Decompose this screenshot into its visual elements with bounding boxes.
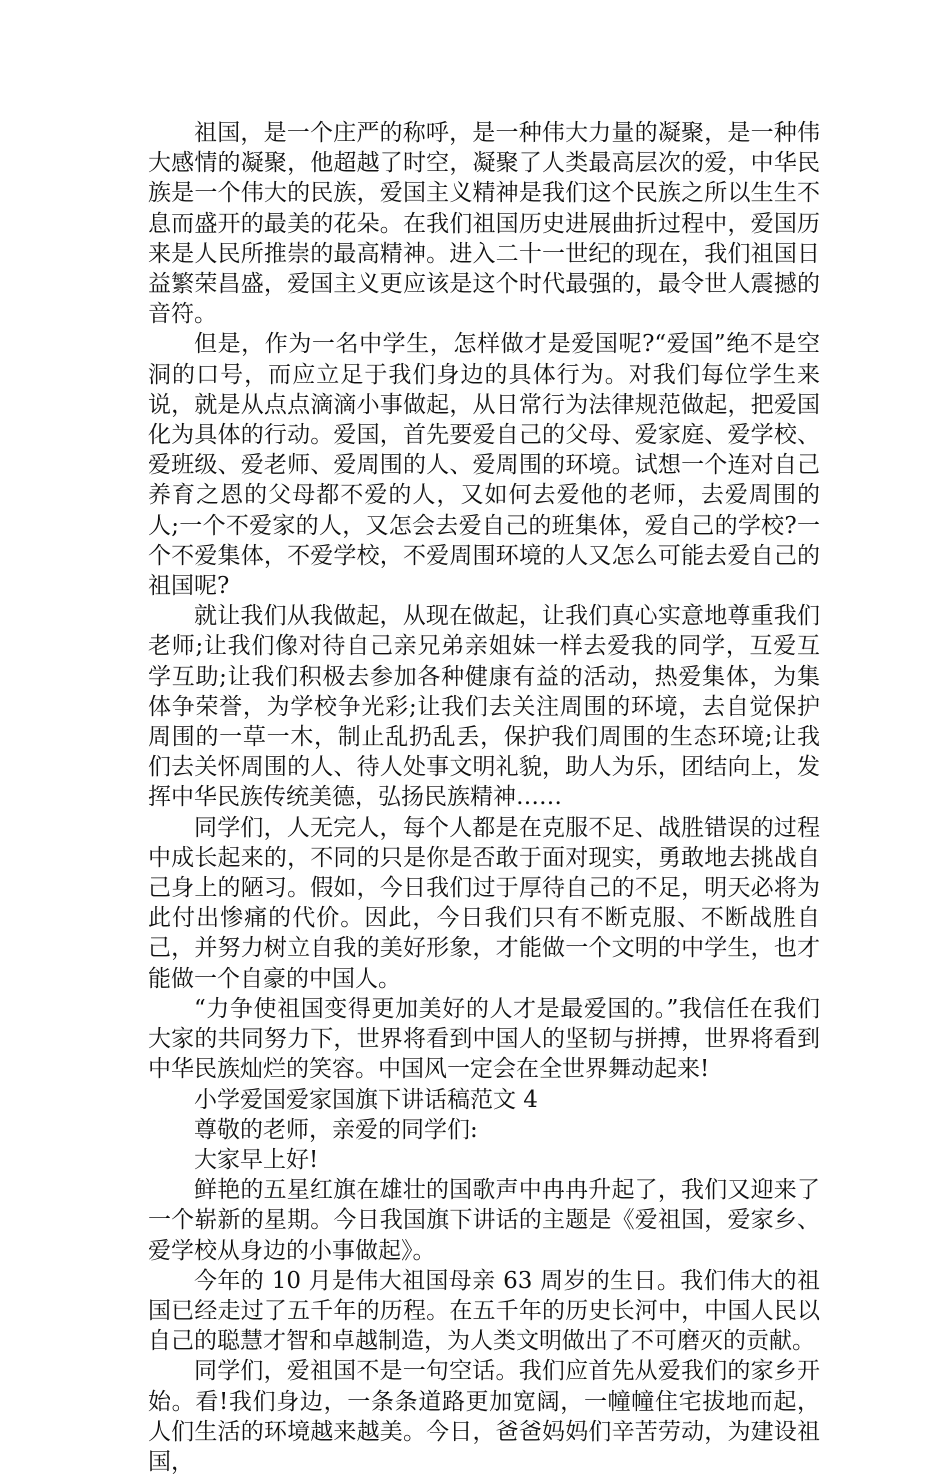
salutation: 尊敬的老师，亲爱的同学们: [194,1116,478,1143]
document-body [148,118,820,1477]
paragraph-quote-conclusion: “力争使祖国变得更加美好的人才是最爱国的。”我信任在我们大家的共同努力下，世界将看到中国人的坚韧与拼搏，世界将看到中华民族灿烂的笑容。中国风一定会在全世界舞动起来! [148,995,820,1083]
paragraph-how-to-love-country: 但是，作为一名中学生，怎样做才是爱国呢?“爱国”绝不是空洞的口号，而应立足于我们身边的具体行为。对我们每位学生来说，就是从点点滴滴小事做起，从日常行为法律规范做起，把爱国化为具体的行动。爱国，首先要爱自己的父母、爱家庭、爱学校、爱班级、爱老师、爱周围的人、爱周围的环境。试想一个连对自己养育之恩的父母都不爱的人，又如何去爱他的老师，去爱周围的人;一个不爱家的人，又怎会去爱自己的班集体，爱自己的学校?一个不爱集体，不爱学校，不爱周围环境的人又怎么可能去爱自己的祖国呢? [148,331,820,600]
paragraph-love-hometown: 同学们，爱祖国不是一句空话。我们应首先从爱我们的家乡开始。看!我们身边，一条条道路更加宽阔，一幢幢住宅拔地而起，人们生活的环境越来越美。今日，爸爸妈妈们辛苦劳动，为建设祖国， [148,1358,820,1475]
paragraph-motherland-definition: 祖国，是一个庄严的称呼，是一种伟大力量的凝聚，是一种伟大感情的凝聚，他超越了时空，凝聚了人类最高层次的爱，中华民族是一个伟大的民族，爱国主义精神是我们这个民族之所以生生不息而盛开的最美的花朵。在我们祖国历史进展曲折过程中，爱国历来是人民所推崇的最高精神。进入二十一世纪的现在，我们祖国日益繁荣昌盛，爱国主义更应该是这个时代最强的，最令世人震撼的音符。 [148,120,820,328]
section-heading: 小学爱国爱家国旗下讲话稿范文 4 [194,1086,538,1113]
paragraph-overcome-shortcomings: 同学们，人无完人，每个人都是在克服不足、战胜错误的过程中成长起来的，不同的只是你是否敢于面对现实，勇敢地去挑战自己身上的陋习。假如，今日我们过于厚待自己的不足，明天必将为此付出惨痛的代价。因此，今日我们只有不断克服、不断战胜自己，并努力树立自我的美好形象，才能做一个文明的中学生，也才能做一个自豪的中国人。 [148,814,820,992]
paragraph-flag-raising: 鲜艳的五星红旗在雄壮的国歌声中冉冉升起了，我们又迎来了一个崭新的星期。今日我国旗下讲话的主题是《爱祖国，爱家乡、爱学校从身边的小事做起》。 [148,1177,820,1264]
paragraph-anniversary: 今年的 10 月是伟大祖国母亲 63 周岁的生日。我们伟大的祖国已经走过了五千年的历程。在五千年的历史长河中，中国人民以自己的聪慧才智和卓越制造，为人类文明做出了不可磨灭的贡献。 [148,1267,820,1355]
greeting: 大家早上好! [194,1146,319,1173]
paragraph-start-from-me: 就让我们从我做起，从现在做起，让我们真心实意地尊重我们老师;让我们像对待自己亲兄弟亲姐妹一样去爱我的同学，互爱互学互助;让我们积极去参加各种健康有益的活动，热爱集体，为集体争荣誉，为学校争光彩;让我们去关注周围的环境，去自觉保护周围的一草一木，制止乱扔乱丢，保护我们周围的生态环境;让我们去关怀周围的人、待人处事文明礼貌，助人为乐，团结向上，发挥中华民族传统美德，弘扬民族精神…… [148,603,820,811]
